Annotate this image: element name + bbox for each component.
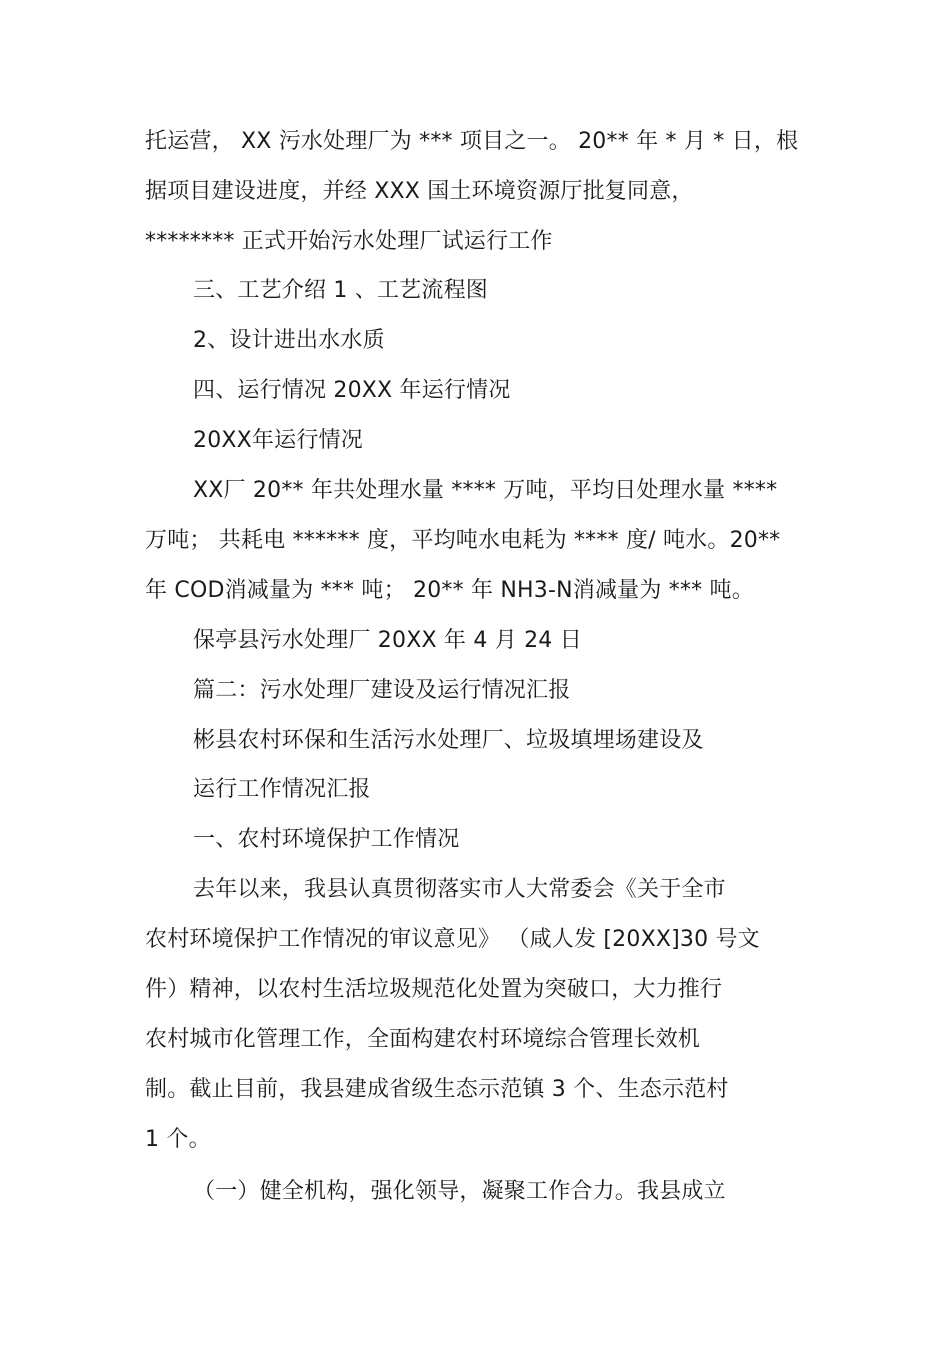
text-line: 去年以来，我县认真贯彻落实市人大常委会《关于全市 (193, 877, 726, 902)
text-line: 1 个。 (145, 1127, 211, 1152)
text-line: 件）精神，以农村生活垃圾规范化处置为突破口，大力推行 (145, 977, 723, 1002)
text-line: 20XX年运行情况 (193, 428, 363, 453)
section-heading: 2、设计进出水水质 (193, 328, 385, 353)
text-line: XX厂 20** 年共处理水量 **** 万吨，平均日处理水量 **** (193, 478, 778, 503)
text-line: 农村城市化管理工作，全面构建农村环境综合管理长效机 (145, 1027, 701, 1052)
section-heading: 三、工艺介绍 1 、工艺流程图 (193, 278, 488, 303)
section-heading: 一、农村环境保护工作情况 (193, 827, 460, 852)
article-title: 篇二：污水处理厂建设及运行情况汇报 (193, 678, 571, 703)
section-heading: 四、运行情况 20XX 年运行情况 (193, 378, 511, 403)
text-line: 制。截止目前，我县建成省级生态示范镇 3 个、生态示范村 (145, 1077, 729, 1102)
report-title: 运行工作情况汇报 (193, 777, 371, 802)
report-title: 彬县农村环保和生活污水处理厂、垃圾填埋场建设及 (193, 728, 704, 753)
text-line: 年 COD消减量为 *** 吨； 20** 年 NH3-N消减量为 *** 吨。 (145, 578, 754, 603)
text-line: 托运营， XX 污水处理厂为 *** 项目之一。 20** 年 * 月 * 日，根 (145, 129, 799, 154)
text-line: 农村环境保护工作情况的审议意见》 （咸人发 [20XX]30 号文 (145, 927, 760, 952)
signature-line: 保亭县污水处理厂 20XX 年 4 月 24 日 (193, 628, 582, 653)
subsection-heading: （一）健全机构，强化领导，凝聚工作合力。我县成立 (193, 1179, 726, 1204)
text-line: ******** 正式开始污水处理厂试运行工作 (145, 229, 553, 254)
text-line: 万吨； 共耗电 ****** 度，平均吨水电耗为 **** 度/ 吨水。20** (145, 528, 781, 553)
text-line: 据项目建设进度，并经 XXX 国土环境资源厅批复同意， (145, 179, 694, 204)
